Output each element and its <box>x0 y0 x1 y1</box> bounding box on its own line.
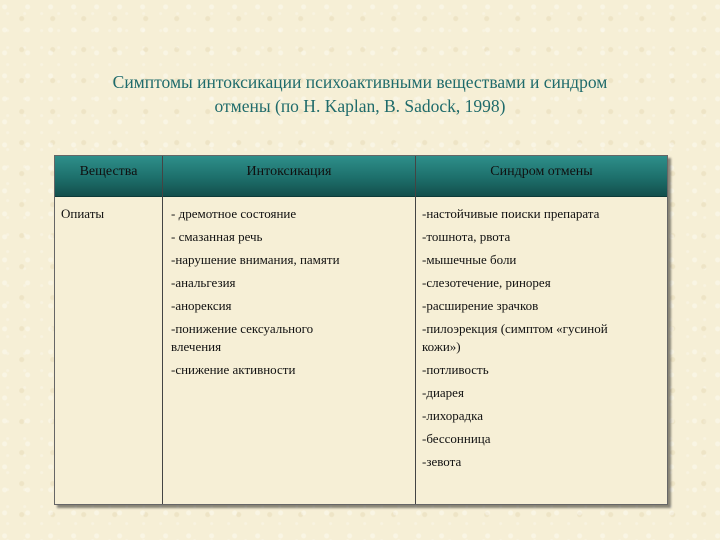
list-item: -понижение сексуального <box>171 321 314 336</box>
list-item: -анорексия <box>171 298 232 313</box>
list-item: -снижение активности <box>171 362 296 377</box>
list-item: -слезотечение, ринорея <box>422 275 551 290</box>
list-item: -бессонница <box>422 431 491 446</box>
cell-substance <box>61 202 159 225</box>
list-item: -расширение зрачков <box>422 298 539 313</box>
cell-intoxication <box>171 202 411 381</box>
list-item: -пилоэрекция (симптом «гусиной <box>422 321 608 336</box>
title-line-2: отмены (по H. Kaplan, B. Sadock, 1998) <box>214 96 506 116</box>
column-divider <box>162 156 163 504</box>
symptoms-table <box>54 155 668 505</box>
title-line-1: Симптомы интоксикации психоактивными веществами и синдром <box>112 72 608 92</box>
header-substances: Вещества <box>79 164 138 179</box>
list-item: -диарея <box>422 385 464 400</box>
header-withdrawal: Синдром отмены <box>490 164 593 179</box>
list-item: - дремотное состояние <box>171 206 297 221</box>
cell-withdrawal <box>422 202 664 473</box>
list-item: -тошнота, рвота <box>422 229 511 244</box>
list-item: влечения <box>171 339 222 354</box>
column-divider <box>415 156 416 504</box>
substance-name: Опиаты <box>61 206 105 221</box>
list-item: -анальгезия <box>171 275 236 290</box>
list-item: -настойчивые поиски препарата <box>422 206 600 221</box>
header-intoxication: Интоксикация <box>246 164 332 179</box>
list-item: кожи») <box>422 339 461 354</box>
list-item: -зевота <box>422 454 462 469</box>
list-item: - смазанная речь <box>171 229 263 244</box>
list-item: -лихорадка <box>422 408 484 423</box>
list-item: -нарушение внимания, памяти <box>171 252 340 267</box>
list-item: -мышечные боли <box>422 252 517 267</box>
list-item: -потливость <box>422 362 489 377</box>
slide-title <box>40 70 680 118</box>
